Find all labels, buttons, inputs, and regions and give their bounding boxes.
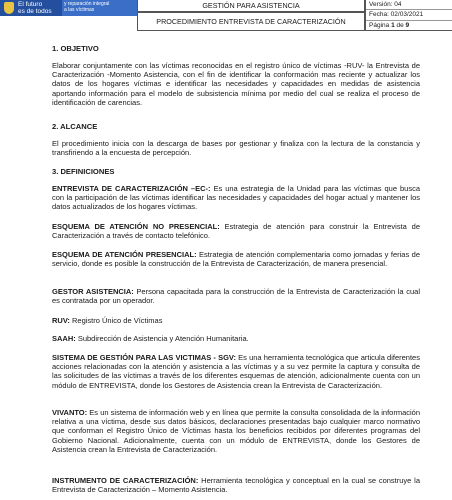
definition-vivanto: VIVANTO: Es un sistema de información web y en línea que permite la consulta consolidada de la información relativa a una víctima, desde sus datos básicos, declaraciones presentadas bajo cualquier marco normativo que conforman el Registro Único de Víctimas hasta los beneficios recibidos por diferentes programas del Gobierno Nacional. Adicionalmente, cuenta con un módulo de ENTREVISTA, donde los Gestores de Asistencia crean la Entrevista de Caracterización. xyxy=(52,408,420,454)
document-header xyxy=(0,0,452,34)
process-title: GESTIÓN PARA ASISTENCIA xyxy=(137,0,365,12)
procedure-title: PROCEDIMIENTO ENTREVISTA DE CARACTERIZACIÓN xyxy=(137,12,365,31)
definition-entrevista: ENTREVISTA DE CARACTERIZACIÓN –EC-: Es una estrategia de la Unidad para las víctimas que busca con la participación de las víctimas identificar las necesidades y capacidades del hogar actual y mantener los datos actualizados de los hogares víctimas. xyxy=(52,184,420,212)
logo-gobierno xyxy=(0,0,62,16)
definition-saah: SAAH: Subdirección de Asistencia y Atención Humanitaria. xyxy=(52,334,249,343)
section-objetivo-title: 1. OBJETIVO xyxy=(52,44,99,53)
definition-ruv: RUV: Registro Único de Víctimas xyxy=(52,316,163,325)
institution-logo xyxy=(0,0,137,16)
section-alcance-title: 2. ALCANCE xyxy=(52,122,98,131)
section-definiciones-title: 3. DEFINICIONES xyxy=(52,167,115,176)
logo-right-text: y reparación integral a las víctimas xyxy=(64,1,110,13)
definition-instrumento: INSTRUMENTO DE CARACTERIZACIÓN: Herramienta tecnológica y conceptual en la cual se construye la Entrevista de Caracterización – Momento Asistencia. xyxy=(52,476,420,495)
page-label: Página 1 de 9 xyxy=(369,21,410,29)
version-label: Versión: 04 xyxy=(366,0,452,10)
definition-gestor: GESTOR ASISTENCIA: Persona capacitada para la construcción de la Entrevista de Caracterización la cual es contratada por un operador. xyxy=(52,287,420,306)
logo-left-text: El futuro es de todos xyxy=(18,1,52,15)
section-objetivo-text: Elaborar conjuntamente con las víctimas reconocidas en el registro único de víctimas -RUV- la Entrevista de Caracterización -Momento Asistencia, con el fin de identificar la conformación mas reciente y actualizar los datos de los hogares víctimas e identificar las necesidades y capacidades en medidas de asistencia aportando información para el modelo de subsistencia mínima por medio del cual se realiza el proceso de identificación de carencias. xyxy=(52,61,420,107)
section-alcance-text: El procedimiento inicia con la descarga de bases por gestionar y finaliza con la lectura de la constancia y transfiriendo a la encuesta de percepción. xyxy=(52,139,420,158)
definition-sgv: SISTEMA DE GESTIÓN PARA LAS VICTIMAS - SGV: Es una herramienta tecnológica que articula diferentes acciones relacionadas con la atención y asistencia a las víctimas y a su vez permite la captura y consulta de las solicitudes de las víctimas a través de los diferentes esquemas de atención, adicionalmente cuenta con un módulo de ENTREVISTA, donde los Gestores de Asistencia crean la Entrevista de Caracterización. xyxy=(52,353,420,390)
coat-of-arms-icon xyxy=(4,2,14,14)
document-meta xyxy=(365,0,452,31)
date-label: Fecha: 02/03/2021 xyxy=(366,10,452,20)
logo-unidad-victimas xyxy=(62,0,137,16)
definition-no-presencial: ESQUEMA DE ATENCIÓN NO PRESENCIAL: Estrategia de atención para construir la Entrevista de Caracterización a través de contacto telefónico. xyxy=(52,222,420,241)
definition-presencial: ESQUEMA DE ATENCIÓN PRESENCIAL: Estrategia de atención complementaria como jornadas y ferias de servicio, donde es posible la construcción de la Entrevista de Caracterización, de manera presencial. xyxy=(52,250,421,269)
